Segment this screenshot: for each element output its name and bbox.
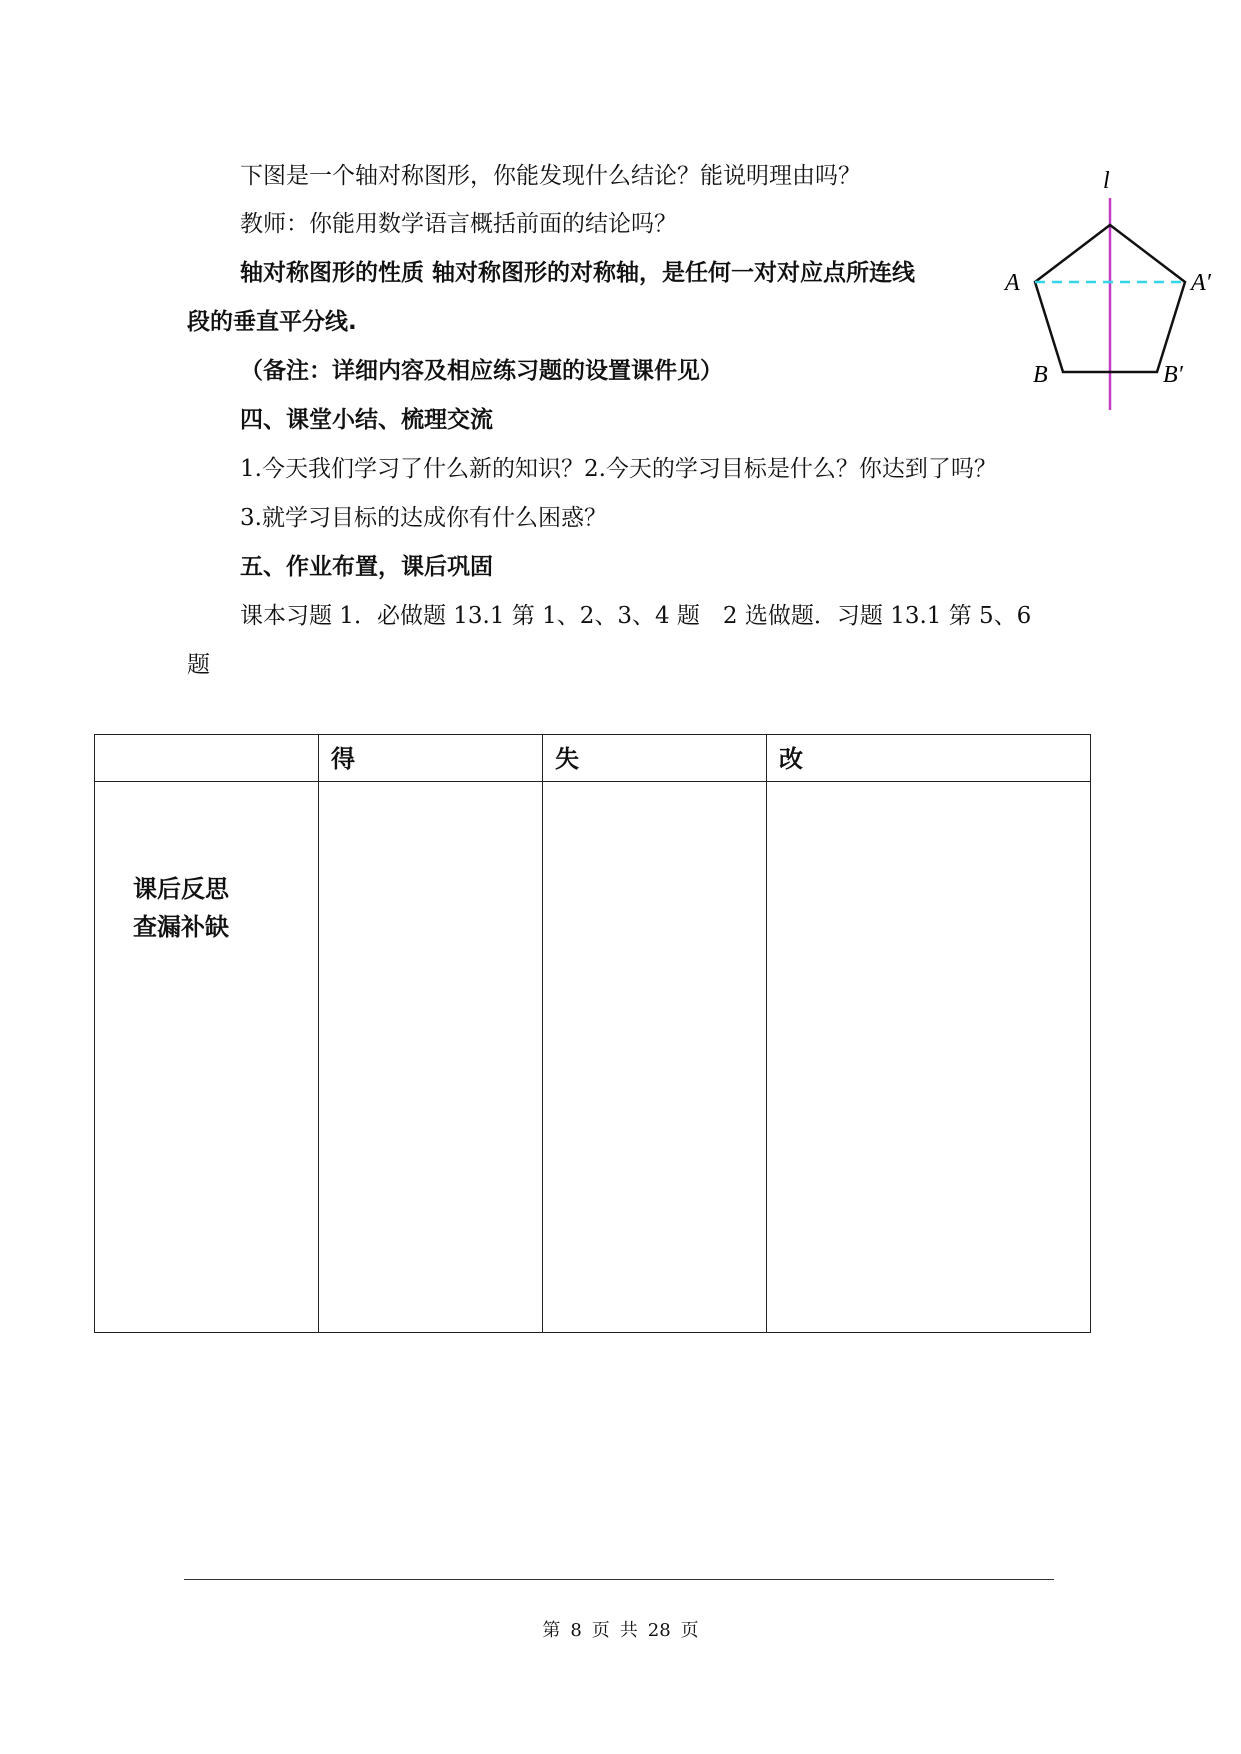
heading-homework: 五、作业布置，课后巩固 bbox=[240, 554, 493, 580]
footer-total-pages: 28 bbox=[647, 1620, 671, 1641]
page-footer bbox=[0, 1616, 1241, 1642]
row-label-line1: 课后反思 bbox=[133, 875, 229, 903]
paragraph-homework-line2: 题 bbox=[187, 652, 210, 678]
paragraph-teacher: 教师：你能用数学语言概括前面的结论吗？ bbox=[240, 211, 677, 237]
label-b-prime: B′ bbox=[1163, 362, 1183, 388]
paragraph-property-line1: 轴对称图形的性质 轴对称图形的对称轴，是任何一对对应点所连线 bbox=[240, 260, 916, 286]
label-a: A bbox=[1005, 270, 1020, 296]
footer-page-number: 8 bbox=[570, 1620, 582, 1641]
paragraph-summary-q1: 1.今天我们学习了什么新的知识？2.今天的学习目标是什么？你达到了吗？ bbox=[240, 456, 997, 482]
footer-gong: 共 bbox=[619, 1620, 638, 1641]
footer-ye1: 页 bbox=[591, 1620, 610, 1641]
paragraph-question: 下图是一个轴对称图形，你能发现什么结论？能说明理由吗？ bbox=[240, 163, 861, 189]
cell-loss bbox=[543, 782, 767, 1333]
header-cell-empty bbox=[95, 735, 319, 782]
paragraph-homework-line1: 课本习题 1．必做题 13.1 第 1、2、3、4 题 2 选做题．习题 13.1 第 5、6 bbox=[240, 603, 1032, 629]
table-body-row bbox=[95, 782, 1091, 1333]
header-cell-improve: 改 bbox=[767, 735, 1091, 782]
row-label-cell bbox=[95, 782, 319, 1333]
reflection-table bbox=[94, 734, 1091, 1333]
paragraph-note: （备注：详细内容及相应练习题的设置课件见） bbox=[240, 358, 723, 384]
cell-improve bbox=[767, 782, 1091, 1333]
axis-label: l bbox=[1103, 168, 1110, 194]
footer-ye2: 页 bbox=[680, 1620, 699, 1641]
label-b: B bbox=[1033, 362, 1048, 388]
label-a-prime: A′ bbox=[1191, 270, 1211, 296]
footer-divider bbox=[184, 1579, 1054, 1580]
footer-di: 第 bbox=[542, 1620, 561, 1641]
header-cell-loss: 失 bbox=[543, 735, 767, 782]
paragraph-summary-q2: 3.就学习目标的达成你有什么困惑？ bbox=[240, 505, 607, 531]
cell-gain bbox=[319, 782, 543, 1333]
heading-summary: 四、课堂小结、梳理交流 bbox=[240, 407, 493, 433]
row-label-line2: 查漏补缺 bbox=[133, 913, 229, 941]
pentagon-symmetry-figure bbox=[995, 160, 1225, 420]
table-header-row bbox=[95, 735, 1091, 782]
header-cell-gain: 得 bbox=[319, 735, 543, 782]
paragraph-property-line2: 段的垂直平分线. bbox=[187, 309, 357, 335]
